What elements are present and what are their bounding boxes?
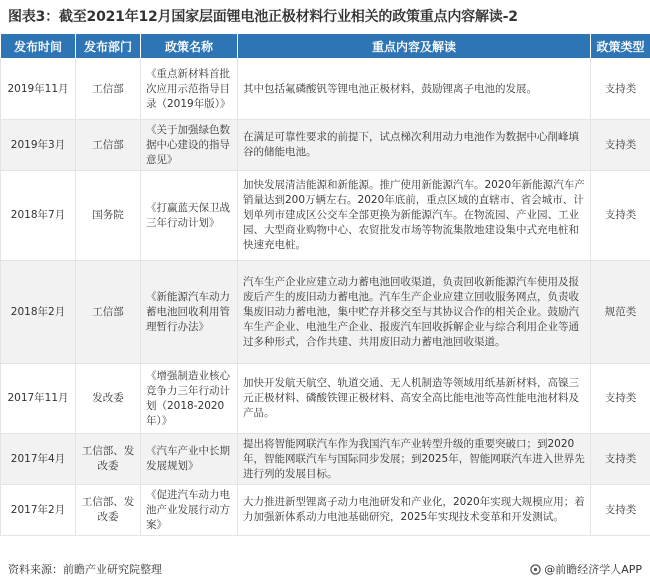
- cell-time: 2017年2月: [1, 485, 76, 536]
- chart-title: 图表3：截至2021年12月国家层面锂电池正极材料行业相关的政策重点内容解读-2: [8, 9, 518, 25]
- cell-time: 2017年11月: [1, 364, 76, 434]
- cell-policy-name: 《打赢蓝天保卫战三年行动计划》: [141, 171, 238, 261]
- table-row: [1, 261, 650, 364]
- cell-policy-name: 《汽车产业中长期发展规划》: [141, 434, 238, 485]
- cell-content: 提出将智能网联汽车作为我国汽车产业转型升级的重要突破口；到2020年，智能网联汽车与国际同步发展；到2025年，智能网联汽车进入世界先进行列的发展目标。: [238, 434, 591, 485]
- cell-dept: 国务院: [76, 171, 141, 261]
- cell-dept: 工信部、发改委: [76, 434, 141, 485]
- cell-type: 支持类: [591, 364, 650, 434]
- cell-policy-name: 《增强制造业核心竞争力三年行动计划（2018-2020年）》: [141, 364, 238, 434]
- table-row: [1, 120, 650, 171]
- cell-time: 2018年2月: [1, 261, 76, 364]
- cell-dept: 工信部: [76, 120, 141, 171]
- cell-time: 2017年4月: [1, 434, 76, 485]
- cell-content: 其中包括氟磷酸钒等锂电池正极材料，鼓励锂离子电池的发展。: [238, 59, 591, 120]
- qianzhan-logo-icon: [530, 564, 541, 575]
- cell-time: 2018年7月: [1, 171, 76, 261]
- brand-credit: [530, 561, 642, 577]
- table-row: [1, 364, 650, 434]
- cell-content: 加快开发航天航空、轨道交通、无人机制造等领域用纸基新材料，高镍三元正极材料、磷酸铁锂正极材料、高安全高比能电池等高性能电池材料及产品。: [238, 364, 591, 434]
- policy-table: [0, 33, 650, 536]
- table-row: [1, 485, 650, 536]
- table-row: [1, 59, 650, 120]
- cell-type: 支持类: [591, 59, 650, 120]
- cell-policy-name: 《促进汽车动力电池产业发展行动方案》: [141, 485, 238, 536]
- cell-policy-name: 《新能源汽车动力蓄电池回收利用管理暂行办法》: [141, 261, 238, 364]
- cell-type: 规范类: [591, 261, 650, 364]
- cell-type: 支持类: [591, 434, 650, 485]
- cell-policy-name: 《关于加强绿色数据中心建设的指导意见》: [141, 120, 238, 171]
- cell-policy-name: 《重点新材料首批次应用示范指导目录（2019年版）》: [141, 59, 238, 120]
- table-row: [1, 171, 650, 261]
- cell-content: 加快发展清洁能源和新能源。推广使用新能源汽车。2020年新能源汽车产销量达到200万辆左右。2020年底前，重点区域的直辖市、省会城市、计划单列市建成区公交车全部更换为新能源汽车。在物流园、产业园、工业园、大型商业购物中心、农贸批发市场等物流集散地建设集中式充电桩和快速充电桩。: [238, 171, 591, 261]
- table-row: [1, 434, 650, 485]
- cell-content: 汽车生产企业应建立动力蓄电池回收渠道，负责回收新能源汽车使用及报废后产生的废旧动力蓄电池。汽车生产企业应建立回收服务网点，负责收集废旧动力蓄电池，集中贮存并移交至与其协议合作的相关企业。鼓励汽车生产企业、电池生产企业、报废汽车回收拆解企业与综合利用企业等通过多种形式，合作共建、共用废旧动力蓄电池回收渠道。: [238, 261, 591, 364]
- table-header-row: [1, 34, 650, 59]
- cell-content: 在满足可靠性要求的前提下，试点梯次利用动力电池作为数据中心削峰填谷的储能电池。: [238, 120, 591, 171]
- cell-time: 2019年11月: [1, 59, 76, 120]
- header-content: 重点内容及解读: [238, 34, 591, 59]
- brand-label: @前瞻经济学人APP: [544, 563, 642, 576]
- cell-dept: 工信部: [76, 59, 141, 120]
- cell-time: 2019年3月: [1, 120, 76, 171]
- cell-type: 支持类: [591, 120, 650, 171]
- cell-dept: 工信部: [76, 261, 141, 364]
- cell-dept: 工信部、发改委: [76, 485, 141, 536]
- cell-type: 支持类: [591, 171, 650, 261]
- header-name: 政策名称: [141, 34, 238, 59]
- source-note: 资料来源：前瞻产业研究院整理: [8, 563, 162, 576]
- cell-content: 大力推进新型锂离子动力电池研发和产业化，2020年实现大规模应用；着力加强新体系动力电池基础研究，2025年实现技术变革和开发测试。: [238, 485, 591, 536]
- cell-type: 支持类: [591, 485, 650, 536]
- header-time: 发布时间: [1, 34, 76, 59]
- cell-dept: 发改委: [76, 364, 141, 434]
- header-dept: 发布部门: [76, 34, 141, 59]
- header-type: 政策类型: [591, 34, 650, 59]
